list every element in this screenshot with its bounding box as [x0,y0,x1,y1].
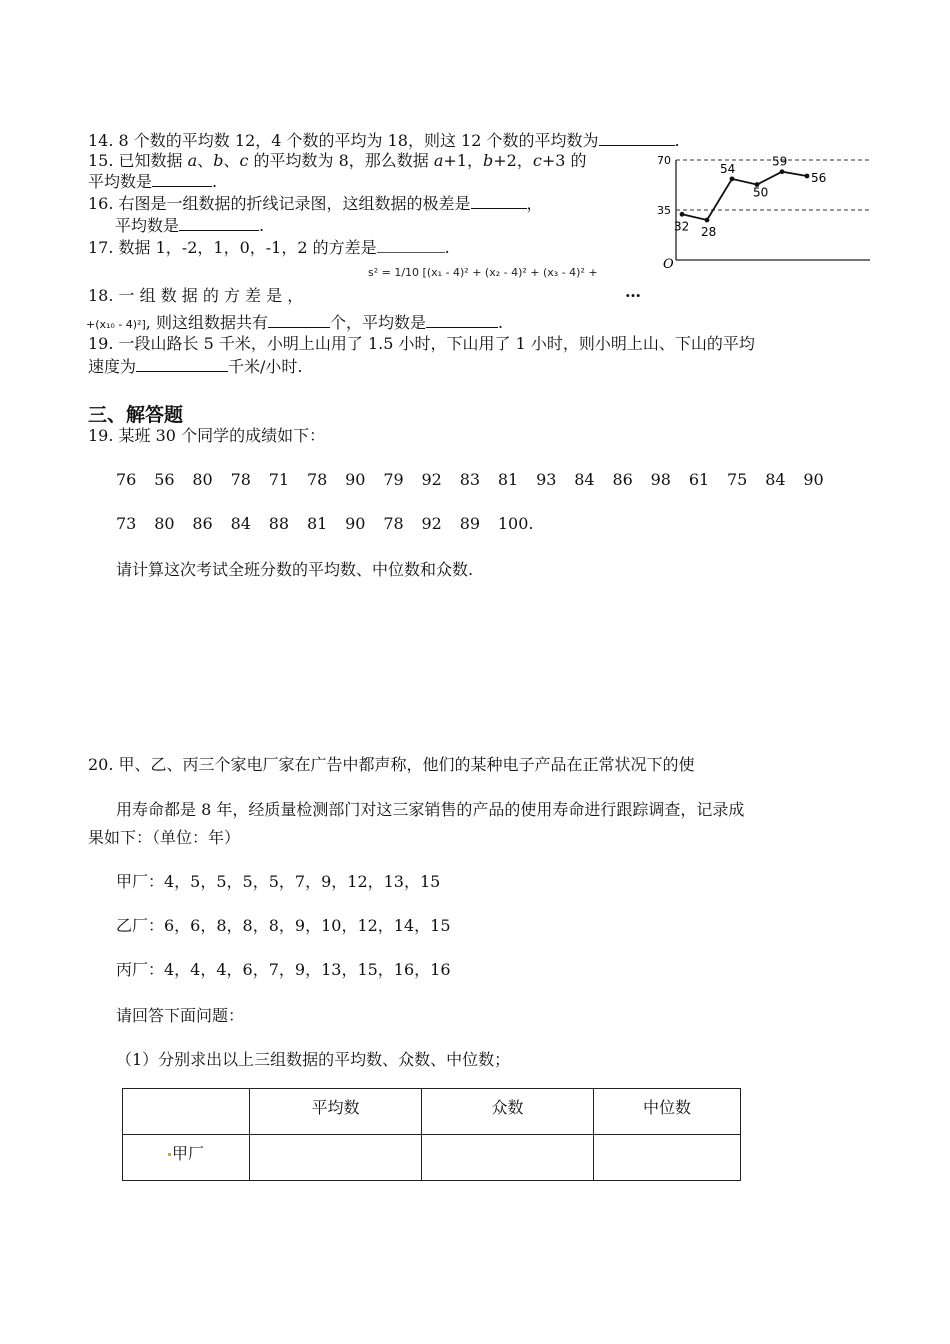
data-label: 59 [772,154,788,169]
table-header-median: 中位数 [594,1089,741,1135]
data-point [705,218,710,223]
ytick-70: 70 [657,154,671,167]
score-value: 88 [268,514,290,533]
question-17 [88,237,450,258]
data-label: 54 [720,161,736,176]
data-label: 28 [701,225,717,239]
q18-blank-mean[interactable] [426,312,498,328]
q18-line1: 18. 一 组 数 据 的 方 差 是 ， [88,286,304,305]
score-value: 90 [803,470,824,489]
q15-var-a1: a [433,151,444,170]
q14-text: 14. 8 个数的平均数 12，4 个数的平均为 18，则这 12 个数的平均数为 [88,131,599,150]
q20-line3: 果如下：（单位：年） [88,828,241,847]
q15-p2: +2， [493,151,533,170]
score-value: 71 [268,470,290,489]
factory-a-text: 甲厂：4，5，5，5，5，7，9，12，13，15 [116,872,441,891]
score-value: 84 [574,470,595,489]
score-value: 81 [497,470,519,489]
q18-mid: , 则这组数据共有 [145,313,268,332]
q15-var-c1: c [532,151,542,170]
q16-blank-mean[interactable] [179,215,259,231]
ytick-35: 35 [657,204,671,217]
score-value: 93 [536,470,557,489]
table-cell-mean[interactable] [250,1135,422,1181]
table-header-mode: 众数 [422,1089,594,1135]
q15-sep1: 、 [197,151,214,170]
section-heading: 三、解答题 [88,404,184,426]
q17-blank[interactable] [377,237,445,253]
question-20-line1 [88,755,695,775]
q20-line2: 用寿命都是 8 年，经质量检测部门对这三家销售的产品的使用寿命进行跟踪调查，记录成 [116,800,745,819]
q14-blank[interactable] [599,130,675,146]
data-point [680,212,685,217]
q17-end: . [444,238,450,257]
q18-formula-1 [368,266,598,279]
score-value: 92 [421,470,442,489]
q18-ellipsis-text: … [625,282,641,301]
q15-var-a: a [187,151,198,170]
question-19b-intro [88,426,325,446]
table-row-label [123,1135,250,1181]
question-19a-line2 [88,356,303,377]
table-row [123,1135,741,1181]
q19a-blank[interactable] [136,356,228,372]
data-label: 56 [811,171,827,185]
dot-mark [168,1153,171,1156]
score-value: 98 [650,470,671,489]
q16-comma: ， [526,194,543,213]
question-16 [88,193,543,214]
q15-sep2: 、 [223,151,240,170]
question-16-line2 [115,215,264,236]
q18-formula2: +(x₁₀ - 4)²] [86,318,146,331]
score-value: 73 [116,514,137,533]
q16-end: . [259,216,265,235]
score-value: 78 [383,514,404,533]
q19b-intro-text: 19. 某班 30 个同学的成绩如下： [88,426,326,445]
score-value: 78 [230,470,251,489]
q19a-line1: 19. 一段山路长 5 千米，小明上山用了 1.5 小时，下山用了 1 小时，则小明上山、下山的平均 [88,334,755,353]
q15-line2: 平均数是 [88,172,153,191]
q15-var-b: b [213,151,224,170]
score-value: 92 [421,514,442,533]
q20-sub1: （1）分别求出以上三组数据的平均数、众数、中位数； [116,1050,511,1069]
score-value: 84 [230,514,251,533]
q14-end: . [674,131,680,150]
score-value: 61 [688,470,710,489]
data-label: 32 [674,219,690,234]
data-point [805,174,810,179]
q15-var-b1: b [483,151,494,170]
score-value: 75 [727,470,748,489]
question-20-line3 [88,828,240,848]
scores-row-2 [116,514,536,533]
q20-ask: 请回答下面问题： [116,1006,245,1025]
q18-ellipsis [625,282,641,302]
score-value: 83 [459,470,481,489]
q19b-ask-text: 请计算这次考试全班分数的平均数、中位数和众数. [116,560,474,579]
answer-table [122,1088,741,1181]
score-value: 86 [192,514,213,533]
question-15-line2 [88,171,217,192]
q15-mid: 的平均数为 8，那么数据 [248,151,434,170]
data-point [730,176,735,181]
question-15 [88,151,587,171]
q15-var-c: c [239,151,249,170]
data-point [780,169,785,174]
q15-blank[interactable] [152,171,212,187]
table-header-empty [123,1089,250,1135]
q19a-line2a: 速度为 [88,357,137,376]
question-18-line2 [86,312,503,335]
question-20-sub1 [116,1050,510,1070]
q15-end: . [212,172,218,191]
score-value: 80 [154,514,175,533]
factory-b-data [116,916,451,936]
line-chart [655,150,875,270]
data-label: 50 [753,185,769,200]
q16-line2: 平均数是 [115,216,180,235]
q16-blank-range[interactable] [471,193,527,209]
score-value: 89 [459,514,481,533]
q15-pre: 15. 已知数据 [88,151,188,170]
score-value: 81 [306,514,328,533]
score-value: 84 [765,470,786,489]
scores-row-1 [116,470,842,489]
table-cell-mode[interactable] [422,1135,594,1181]
question-19b-ask [116,560,473,580]
question-20-ask [116,1006,244,1026]
table-header-mean: 平均数 [250,1089,422,1135]
question-18 [88,286,303,306]
q20-line1: 20. 甲、乙、丙三个家电厂家在广告中都声称，他们的某种电子产品在正常状况下的使 [88,755,695,774]
factory-c-data [116,960,451,980]
question-19a [88,334,755,354]
q17-text: 17. 数据 1，-2，1，0，-1，2 的方差是 [88,238,377,257]
q18-unit: 个，平均数是 [329,313,426,332]
q18-blank-count[interactable] [268,312,330,328]
score-value: 80 [192,470,213,489]
table-row-label-text: 甲厂 [171,1144,204,1163]
q15-p3: +3 的 [541,151,587,170]
score-value: 100. [497,514,534,533]
question-20-line2 [116,800,744,820]
score-value: 90 [345,470,366,489]
table-cell-median[interactable] [594,1135,741,1181]
question-14 [88,130,680,151]
factory-a-data [116,872,440,892]
score-value: 86 [612,470,633,489]
score-value: 76 [116,470,137,489]
factory-c-text: 丙厂：4，4，4，6，7，9，13，15，16，16 [116,960,451,979]
score-value: 56 [154,470,175,489]
q15-p1: +1， [443,151,484,170]
series-line [682,172,807,220]
table-header-row [123,1089,741,1135]
factory-b-text: 乙厂：6，6，8，8，8，9，10，12，14，15 [116,916,451,935]
score-value: 90 [345,514,366,533]
score-value: 78 [306,470,328,489]
q19a-line2b: 千米/小时. [228,357,303,376]
origin-label: O [663,257,674,270]
q18-end: . [498,313,504,332]
score-value: 79 [383,470,404,489]
q18-formula1-text: s² = 1/10 [(x₁ - 4)² + (x₂ - 4)² + (x₃ - 4)² + [368,266,598,279]
q16-line1: 16. 右图是一组数据的折线记录图，这组数据的极差是 [88,194,471,213]
